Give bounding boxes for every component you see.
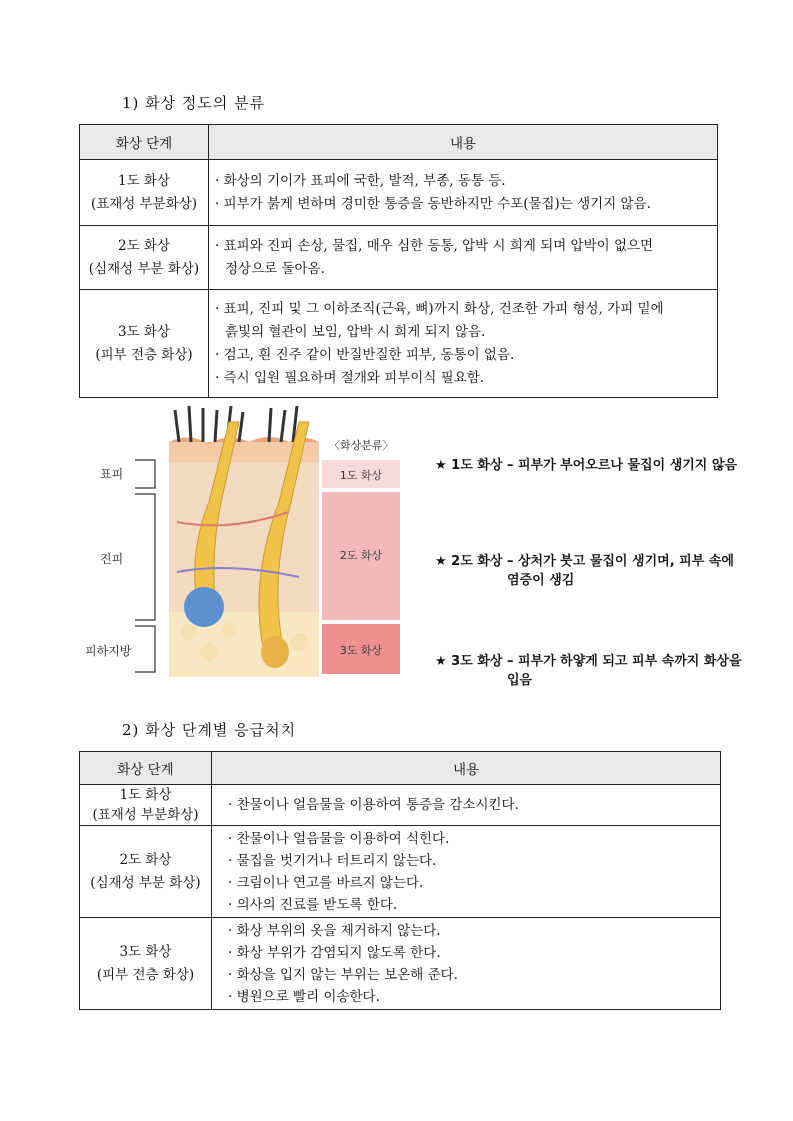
note-text: ★ 1도 화상 – 피부가 부어오르나 물집이 생기지 않음 (435, 458, 738, 473)
layer-label-epidermis: 표피 (100, 467, 124, 481)
stage-cell (80, 785, 212, 826)
content-cell (209, 226, 718, 290)
skin-cross-section-illustration (169, 402, 319, 677)
header-content: 내용 (209, 125, 718, 160)
table-row (80, 160, 718, 226)
stage-name: 3도 화상 (119, 943, 172, 960)
content-line: · 즉시 입원 필요하며 절개와 피부이식 필요함. (215, 369, 485, 386)
stage-name: 1도 화상 (119, 787, 172, 803)
stage-name: 2도 화상 (117, 237, 170, 254)
burn-bar-2nd (322, 492, 400, 620)
table-row (80, 826, 721, 918)
stage-type: (심재성 부분 화상) (90, 874, 201, 891)
layer-label-dermis: 진피 (100, 552, 124, 566)
stage-type: (심재성 부분 화상) (88, 260, 200, 277)
header-content: 내용 (212, 752, 721, 785)
stage-name: 2도 화상 (119, 851, 172, 868)
content-line: · 크림이나 연고를 바르지 않는다. (228, 874, 424, 891)
table-row (80, 226, 718, 290)
header-stage: 화상 단계 (80, 125, 209, 160)
content-line: · 찬물이나 얼음물을 이용하여 식힌다. (228, 830, 450, 847)
content-cell (212, 785, 721, 826)
burn-depth-figure (79, 402, 742, 692)
stage-type: (피부 전층 화상) (96, 966, 195, 983)
burn-bar-3rd (322, 624, 400, 674)
classification-title: 〈화상분류〉 (329, 439, 394, 452)
burn-classification-table (79, 124, 718, 398)
note-text: ★ 2도 화상 – 상처가 붓고 물집이 생기며, 피부 속에 (435, 554, 734, 569)
content-line: · 표피, 진피 및 그 이하조직(근육, 뼈)까지 화상, 건조한 가피 형성, 가피 밑에 (215, 300, 664, 317)
stage-cell (80, 226, 209, 290)
stage-type: (표재성 부분화상) (92, 807, 199, 823)
burn-bar-label: 3도 화상 (339, 644, 383, 657)
note-text: ★ 3도 화상 – 피부가 하얗게 되고 피부 속까지 화상을 (435, 654, 742, 669)
content-line: 흙빛의 혈관이 보임, 압박 시 희게 되지 않음. (225, 323, 486, 340)
content-line: · 화상 부위가 감염되지 않도록 한다. (228, 944, 441, 961)
content-line: · 의사의 진료를 받도록 한다. (228, 896, 398, 913)
stage-cell (80, 826, 212, 918)
stage-cell (80, 160, 209, 226)
stage-cell (80, 290, 209, 398)
layer-label-subcutaneous: 피하지방 (85, 644, 132, 658)
content-line: · 찬물이나 얼음물을 이용하여 통증을 감소시킨다. (228, 796, 519, 813)
stage-cell (80, 918, 212, 1010)
content-line: · 피부가 붉게 변하며 경미한 통증을 동반하지만 수포(물집)는 생기지 않음. (215, 195, 651, 212)
content-line: · 병원으로 빨리 이송한다. (228, 988, 380, 1005)
burn-bar-label: 2도 화상 (339, 549, 383, 562)
content-line: · 표피와 진피 손상, 물집, 매우 심한 동통, 압박 시 희게 되며 압박이 없으면 (215, 237, 654, 254)
content-cell (209, 160, 718, 226)
content-cell (209, 290, 718, 398)
first-aid-table (79, 751, 721, 1010)
table-header-row (80, 752, 721, 785)
stage-name: 1도 화상 (117, 172, 170, 189)
table-row (80, 918, 721, 1010)
content-cell (212, 918, 721, 1010)
note-3rd-degree (435, 652, 742, 690)
content-line: · 화상을 입지 않는 부위는 보온해 준다. (228, 966, 458, 983)
note-1st-degree (435, 456, 737, 475)
content-line: · 화상 부위의 옷을 제거하지 않는다. (228, 922, 441, 939)
stage-type: (피부 전층 화상) (95, 346, 193, 363)
note-2nd-degree (435, 552, 734, 590)
content-line: 정상으로 돌아옴. (225, 260, 325, 277)
content-line: · 물집을 벗기거나 터트리지 않는다. (228, 852, 437, 869)
header-stage: 화상 단계 (80, 752, 212, 785)
section1-title: 1) 화상 정도의 분류 (122, 94, 266, 112)
section2-title: 2) 화상 단계별 응급처치 (122, 721, 297, 739)
note-text-cont: 입음 (507, 673, 533, 688)
table-row (80, 290, 718, 398)
note-text-cont: 염증이 생김 (507, 573, 575, 588)
table-row (80, 785, 721, 826)
content-line: · 화상의 기이가 표피에 국한, 발적, 부종, 동통 등. (215, 172, 506, 189)
burn-bar-label: 1도 화상 (339, 469, 383, 482)
table-header-row (80, 125, 718, 160)
stage-name: 3도 화상 (117, 323, 170, 340)
burn-bar-1st (322, 460, 400, 488)
content-line: · 검고, 흰 진주 같이 반질반질한 피부, 동통이 없음. (215, 346, 515, 363)
content-cell (212, 826, 721, 918)
stage-type: (표재성 부분화상) (90, 195, 198, 212)
